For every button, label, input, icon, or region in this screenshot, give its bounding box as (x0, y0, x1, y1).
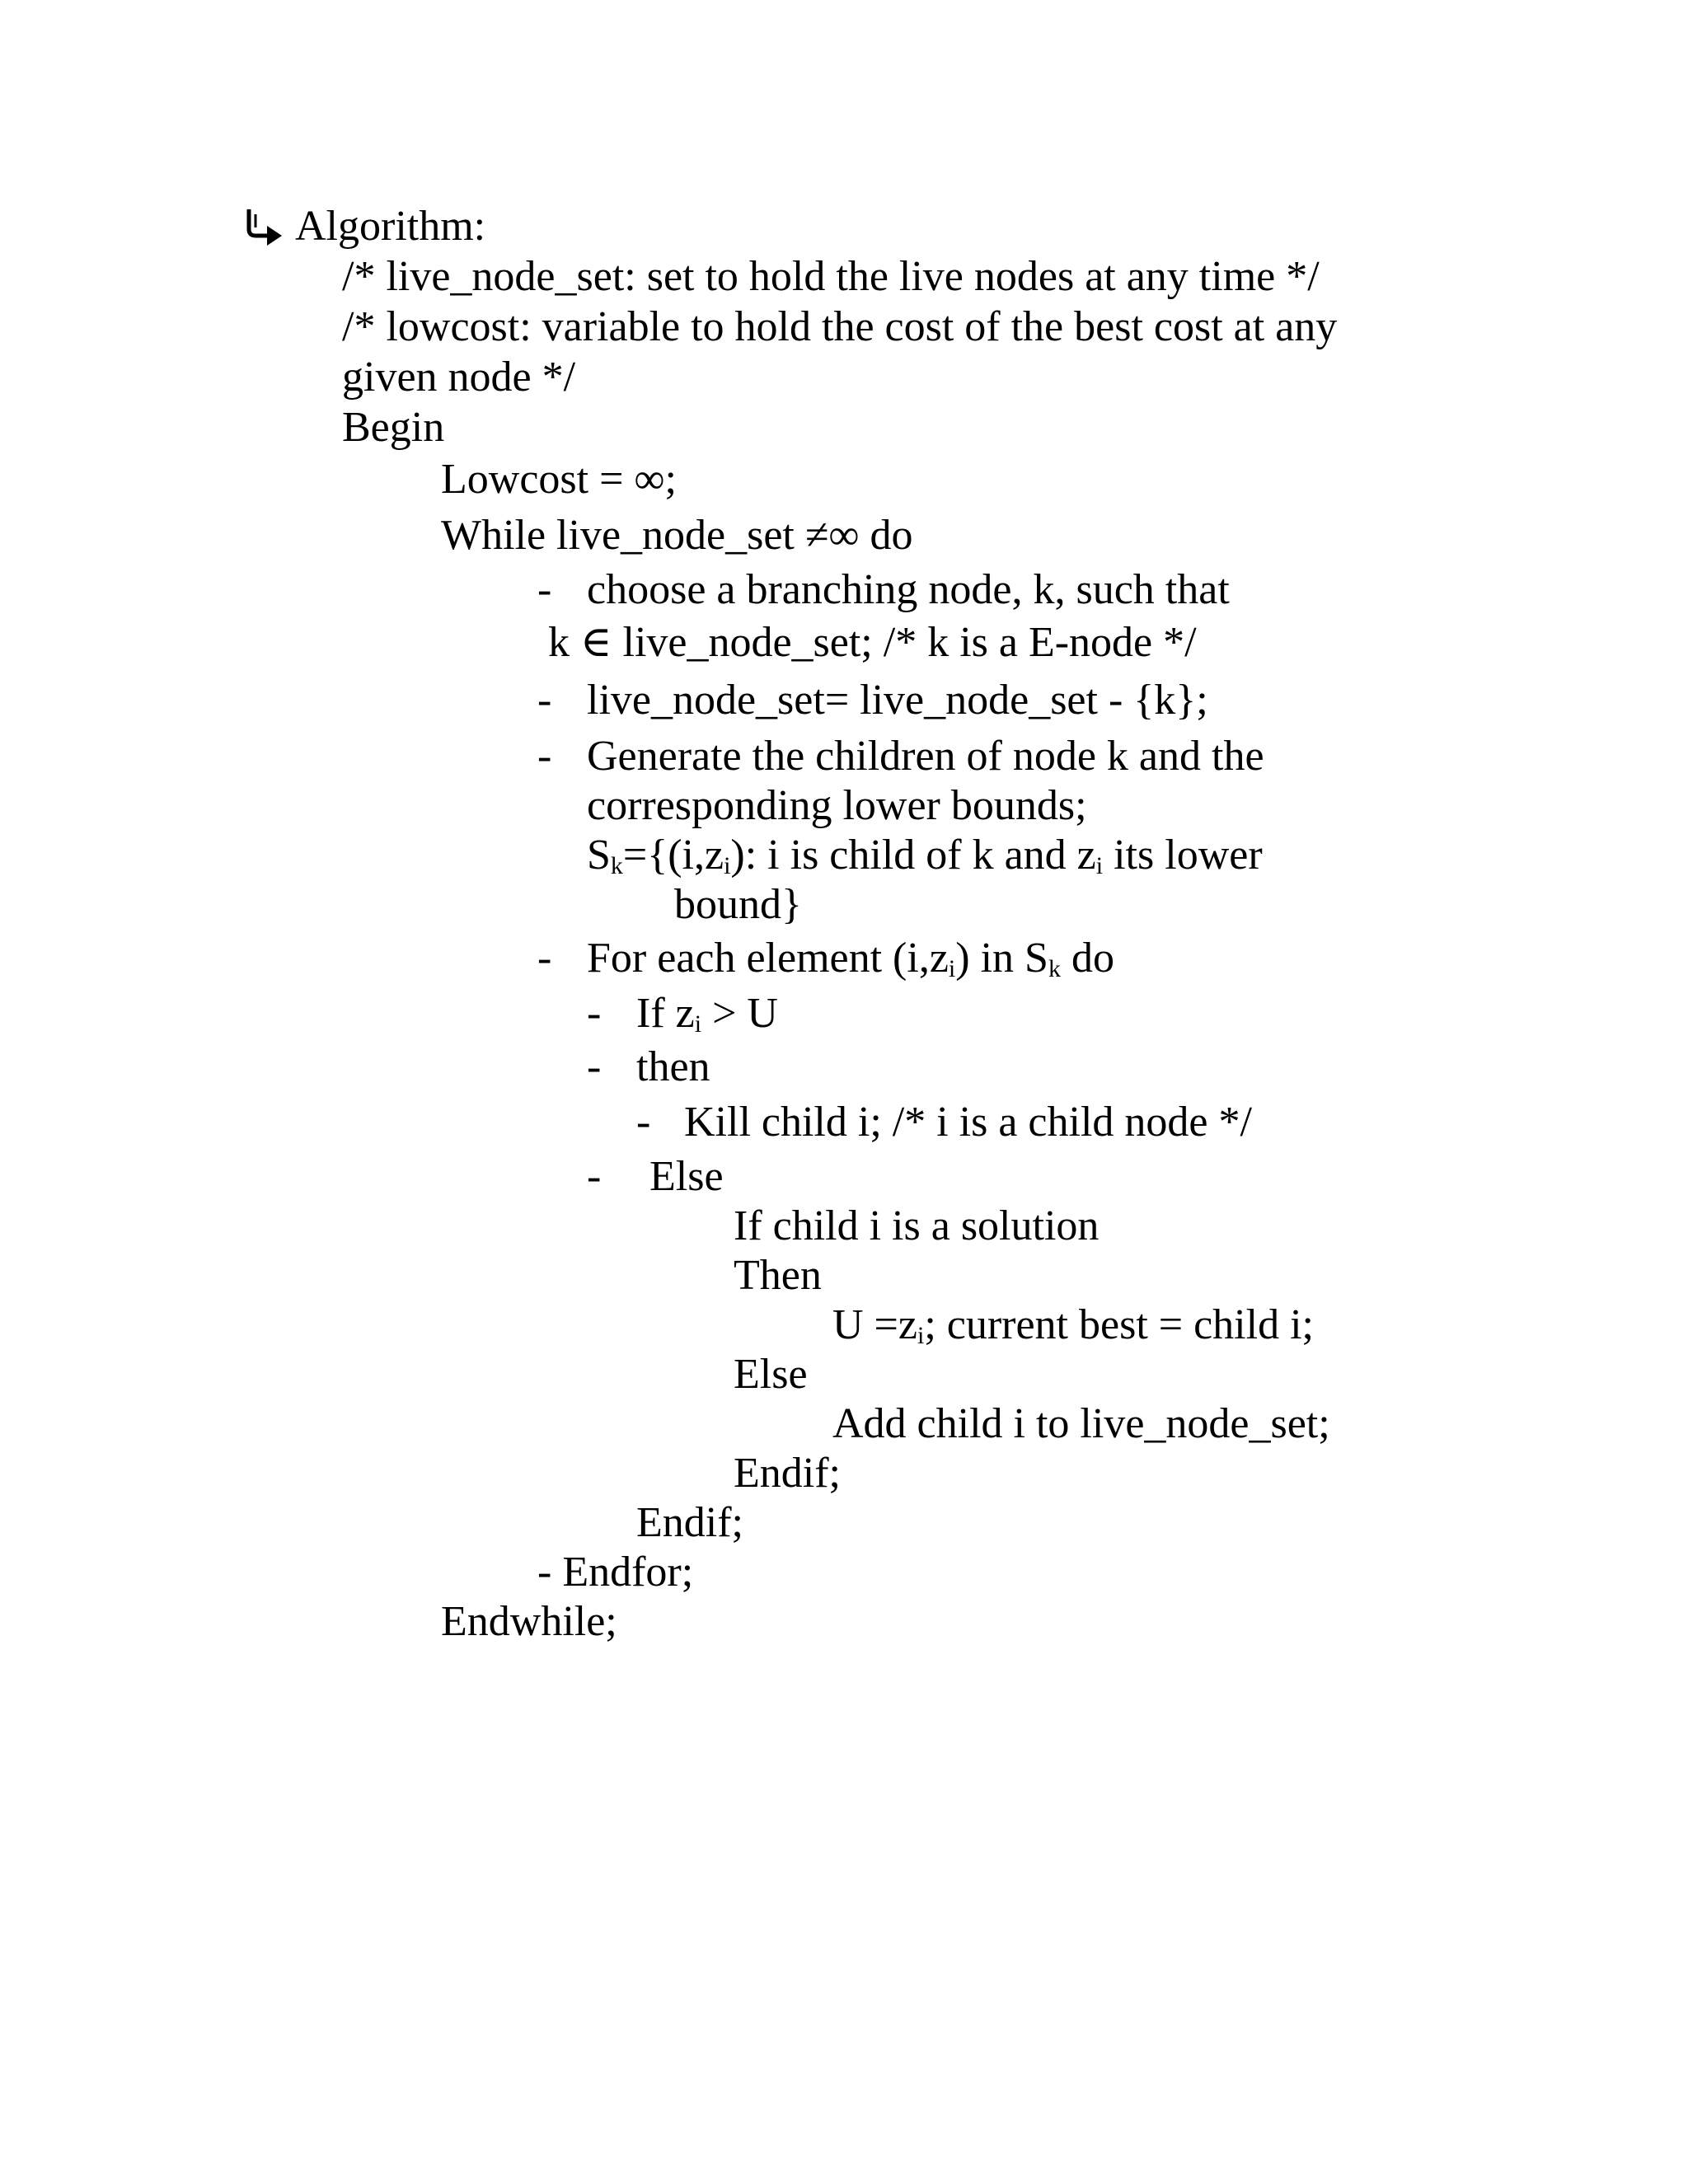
remove-node: live_node_set= live_node_set - {k}; (587, 677, 1208, 724)
algorithm-heading: Algorithm: (295, 203, 486, 250)
if-solution: If child i is a solution (734, 1202, 1100, 1249)
comment-lowcost-line1: /* lowcost: variable to hold the cost of the best cost at any (342, 303, 1338, 350)
sk-definition: $S_k=\{(i,z_i)$: i is child of k and $z_i$ its lower (587, 832, 1263, 879)
comment-lowcost-line2: given node */ (342, 354, 576, 401)
else-keyword-inner: Else (734, 1351, 808, 1398)
endwhile: Endwhile; (441, 1598, 617, 1645)
endfor: - Endfor; (537, 1549, 694, 1596)
bullet-dash: - (587, 990, 602, 1037)
endif-outer: Endif; (636, 1499, 743, 1546)
for-each-loop: For each element $(i,z_i)$ in $S_k$ do (587, 935, 1114, 982)
endif-inner: Endif; (734, 1450, 841, 1497)
generate-children-line2: corresponding lower bounds; (587, 782, 1087, 829)
update-bound: $U =z_i$; current best = child i; (832, 1301, 1314, 1349)
if-condition: If $z_i > U$ (636, 990, 778, 1038)
while-loop: While live_node_set ≠∞ do (441, 512, 913, 559)
else-keyword: Else (649, 1153, 724, 1200)
begin-keyword: Begin (342, 404, 445, 451)
kill-child: Kill child i; /* i is a child node */ (684, 1099, 1252, 1146)
bullet-dash: - (587, 1043, 602, 1090)
bullet-dash: - (537, 566, 552, 613)
sk-definition-bound: bound} (674, 881, 802, 928)
choose-node-line1: choose a branching node, k, such that (587, 566, 1230, 613)
choose-node-line2: k ∈ live_node_set; /* k is a E-node */ (548, 619, 1197, 666)
add-child: Add child i to live_node_set; (832, 1400, 1330, 1447)
bullet-dash: - (636, 1099, 651, 1146)
bullet-dash: - (587, 1153, 602, 1200)
bullet-dash: - (537, 677, 552, 724)
bullet-dash: - (537, 733, 552, 780)
comment-live-node-set: /* live_node_set: set to hold the live nodes at any time */ (342, 253, 1320, 300)
then-keyword: then (636, 1043, 710, 1090)
lowcost-init: Lowcost = ∞; (441, 456, 677, 503)
curved-arrow-bullet-icon (244, 206, 287, 249)
then-keyword-inner: Then (734, 1252, 822, 1299)
generate-children-line1: Generate the children of node k and the (587, 733, 1264, 780)
bullet-dash: - (537, 935, 552, 982)
